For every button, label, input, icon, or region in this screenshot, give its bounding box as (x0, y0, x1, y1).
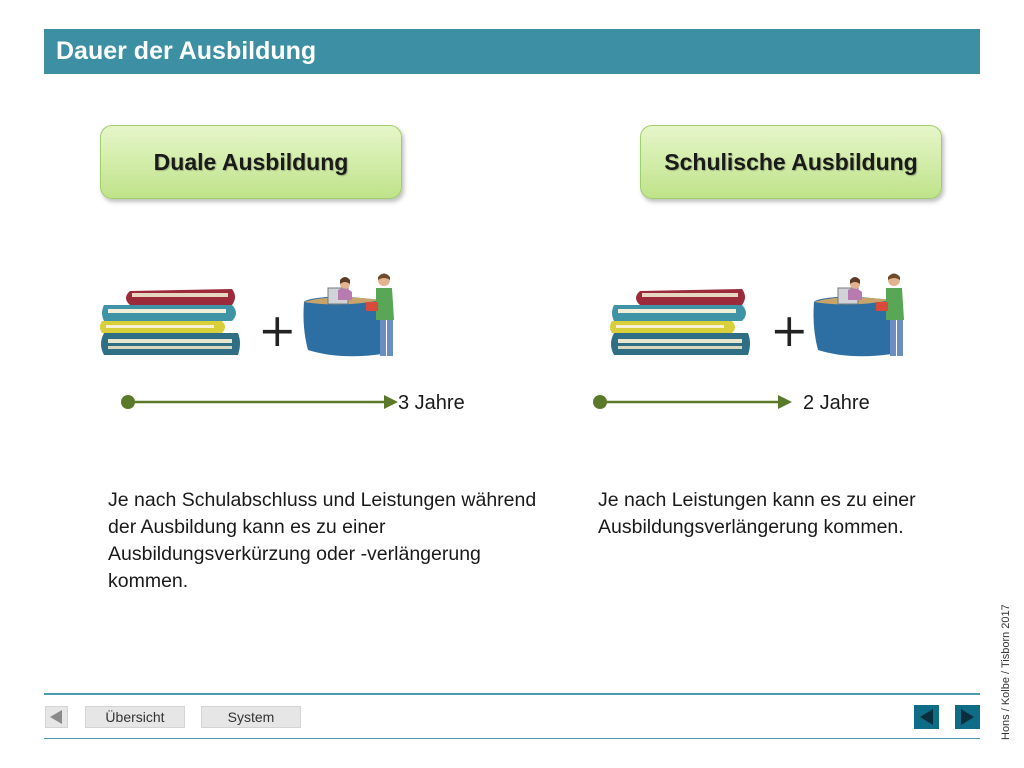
office-worker-icon (810, 268, 916, 360)
duration-label: 2 Jahre (803, 392, 870, 414)
plus-sign: + (258, 303, 297, 357)
back-button[interactable] (45, 706, 68, 728)
dual-training-description: Je nach Schulabschluss und Leistungen während der Ausbildung kann es zu einer Ausbildungsverkürzung oder -verlängerung kommen. (108, 489, 537, 592)
previous-slide-button[interactable] (914, 705, 939, 729)
credit-text: Hons / Kolbe / Tisborn 2017 (1000, 604, 1012, 740)
office-worker-icon (300, 268, 406, 360)
school-training-description: Je nach Leistungen kann es zu einer Ausbildungsverlängerung kommen. (598, 489, 916, 538)
plus-sign: + (770, 303, 809, 357)
arrow-right-icon (955, 705, 980, 729)
overview-button[interactable]: Übersicht (85, 706, 185, 728)
footer-divider (44, 693, 980, 695)
duration-label: 3 Jahre (398, 392, 465, 414)
triangle-left-icon (46, 707, 67, 727)
dual-training-label: Duale Ausbildung (100, 125, 402, 199)
timeline-arrow (118, 390, 400, 414)
timeline-arrow (590, 390, 796, 414)
system-button[interactable]: System (201, 706, 301, 728)
school-training-label: Schulische Ausbildung (640, 125, 942, 199)
books-icon (610, 285, 752, 357)
books-icon (100, 285, 242, 357)
page-title: Dauer der Ausbildung (44, 29, 980, 74)
arrow-left-icon (914, 705, 939, 729)
footer-divider (44, 738, 980, 739)
next-slide-button[interactable] (955, 705, 980, 729)
